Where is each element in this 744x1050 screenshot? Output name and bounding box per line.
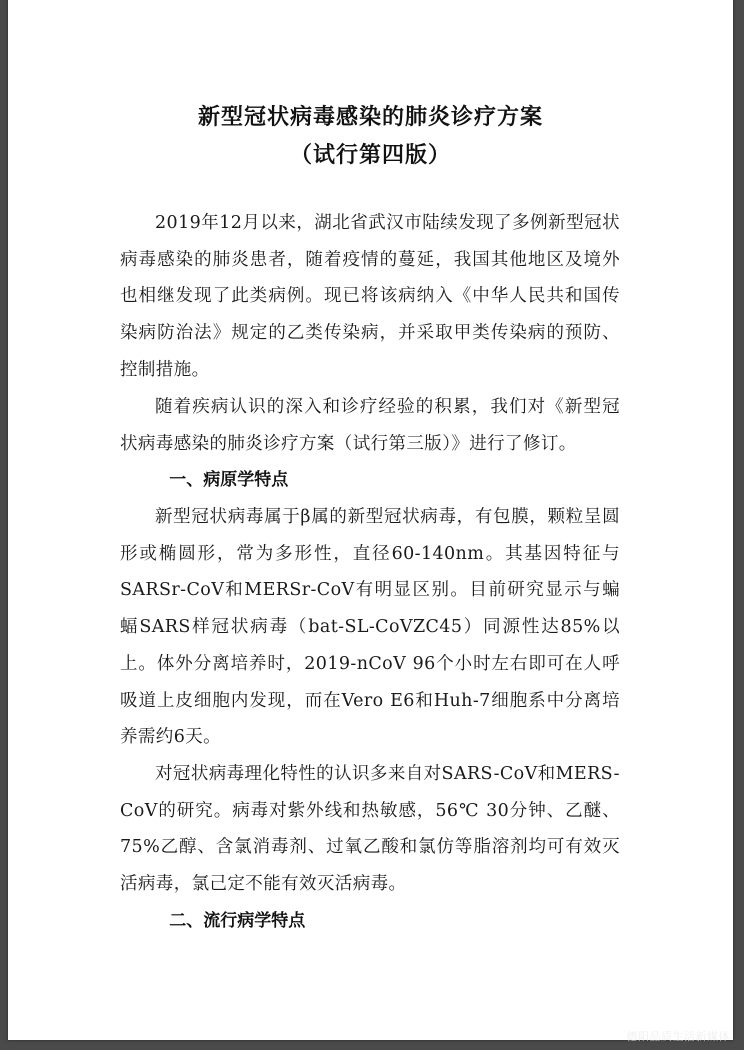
intro-paragraph: 2019年12月以来，湖北省武汉市陆续发现了多例新型冠状病毒感染的肺炎患者，随着疫情的蔓延，我国其他地区及境外也相继发现了此类病例。现已将该病纳入《中华人民共和国传染病防治法》规定的乙类传染病，并采取甲类传染病的预防、控制措施。 [120, 213, 620, 380]
document-title: 新型冠状病毒感染的肺炎诊疗方案 [197, 105, 543, 130]
physicochemical-paragraph: 对冠状病毒理化特性的认识多来自对SARS-CoV和MERS-CoV的研究。病毒对紫外线和热敏感，56℃ 30分钟、乙醚、75%乙醇、含氯消毒剂、过氧乙酸和氯仿等脂溶剂均可有效灭活病毒，氯己定不能有效灭活病毒。 [120, 764, 620, 895]
document-subtitle: （试行第四版） [289, 143, 451, 168]
section-heading-epidemiology: 二、流行病学特点 [169, 911, 306, 931]
section-heading-etiology: 一、病原学特点 [169, 470, 289, 490]
etiology-paragraph: 新型冠状病毒属于β属的新型冠状病毒，有包膜，颗粒呈圆形或椭圆形，常为多形性，直径60-140nm。其基因特征与SARSr-CoV和MERSr-CoV有明显区别。目前研究显示与蝙蝠SARS样冠状病毒（bat-SL-CoVZC45）同源性达85%以上。体外分离培养时，2019-nCoV 96个小时左右即可在人呼吸道上皮细胞内发现，而在Vero E6和Huh-7细胞系中分离培养需约6天。 [120, 507, 620, 748]
watermark-text: 德阳品质生活新媒体 [626, 1030, 730, 1043]
revision-paragraph: 随着疾病认识的深入和诊疗经验的积累，我们对《新型冠状病毒感染的肺炎诊疗方案（试行第三版）》进行了修订。 [120, 397, 620, 454]
document-page [8, 0, 733, 1040]
